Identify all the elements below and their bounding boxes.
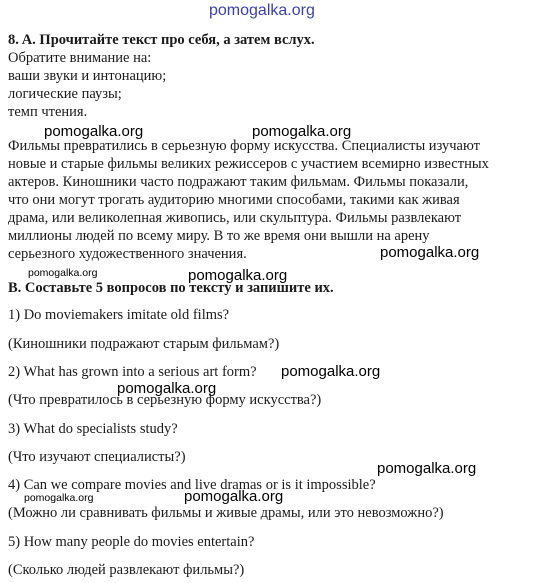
watermark: pomogalka.org — [117, 380, 217, 397]
paragraph-line: серьезного художественного значения. — [8, 246, 247, 262]
watermark: pomogalka.org — [281, 363, 381, 380]
paragraph-line: актеров. Киношники часто подражают таким фильмам. Фильмы показали, — [8, 174, 469, 190]
question-russian: (Что изучают специалисты?) — [8, 449, 186, 465]
section-b-heading: B. Составьте 5 вопросов по тексту и запишите их. — [8, 280, 334, 296]
paragraph-line: что они могут трогать аудиторию многими способами, такими как живая — [8, 192, 460, 208]
watermark-top: pomogalka.org — [209, 2, 315, 19]
watermark: pomogalka.org — [44, 123, 144, 140]
question-russian: (Можно ли сравнивать фильмы и живые драмы, или это невозможно?) — [8, 505, 444, 521]
watermark: pomogalka.org — [184, 488, 284, 505]
question-english: 5) How many people do movies entertain? — [8, 534, 255, 550]
watermark: pomogalka.org — [28, 267, 98, 279]
paragraph-line: новые и старые фильмы великих режиссеров с участием всемирно известных — [8, 156, 489, 172]
watermark: pomogalka.org — [252, 123, 352, 140]
watermark: pomogalka.org — [377, 460, 477, 477]
paragraph-line: Фильмы превратились в серьезную форму искусства. Специалисты изучают — [8, 138, 480, 154]
attention-line: ваши звуки и интонацию; — [8, 68, 167, 84]
attention-line: Обратите внимание на: — [8, 50, 152, 66]
watermark: pomogalka.org — [24, 492, 94, 504]
question-russian: (Сколько людей развлекают фильмы?) — [8, 562, 245, 578]
watermark: pomogalka.org — [380, 244, 480, 261]
paragraph-line: миллионы людей по всему миру. В то же время они вышли на арену — [8, 228, 430, 244]
attention-line: темп чтения. — [8, 104, 88, 120]
question-english: 3) What do specialists study? — [8, 421, 178, 437]
question-english: 2) What has grown into a serious art form? — [8, 364, 257, 380]
question-english: 4) Can we compare movies and live dramas or is it impossible? — [8, 477, 376, 493]
question-english: 1) Do moviemakers imitate old films? — [8, 307, 230, 323]
paragraph-line: драма, или великолепная живопись, или скульптура. Фильмы развлекают — [8, 210, 462, 226]
question-russian: (Киношники подражают старым фильмам?) — [8, 336, 280, 352]
attention-line: логические паузы; — [8, 86, 122, 102]
watermark: pomogalka.org — [188, 267, 288, 284]
section-a-heading: 8. A. Прочитайте текст про себя, а затем вслух. — [8, 32, 315, 48]
question-russian: (Что превратилось в серьезную форму искусства?) — [8, 392, 322, 408]
